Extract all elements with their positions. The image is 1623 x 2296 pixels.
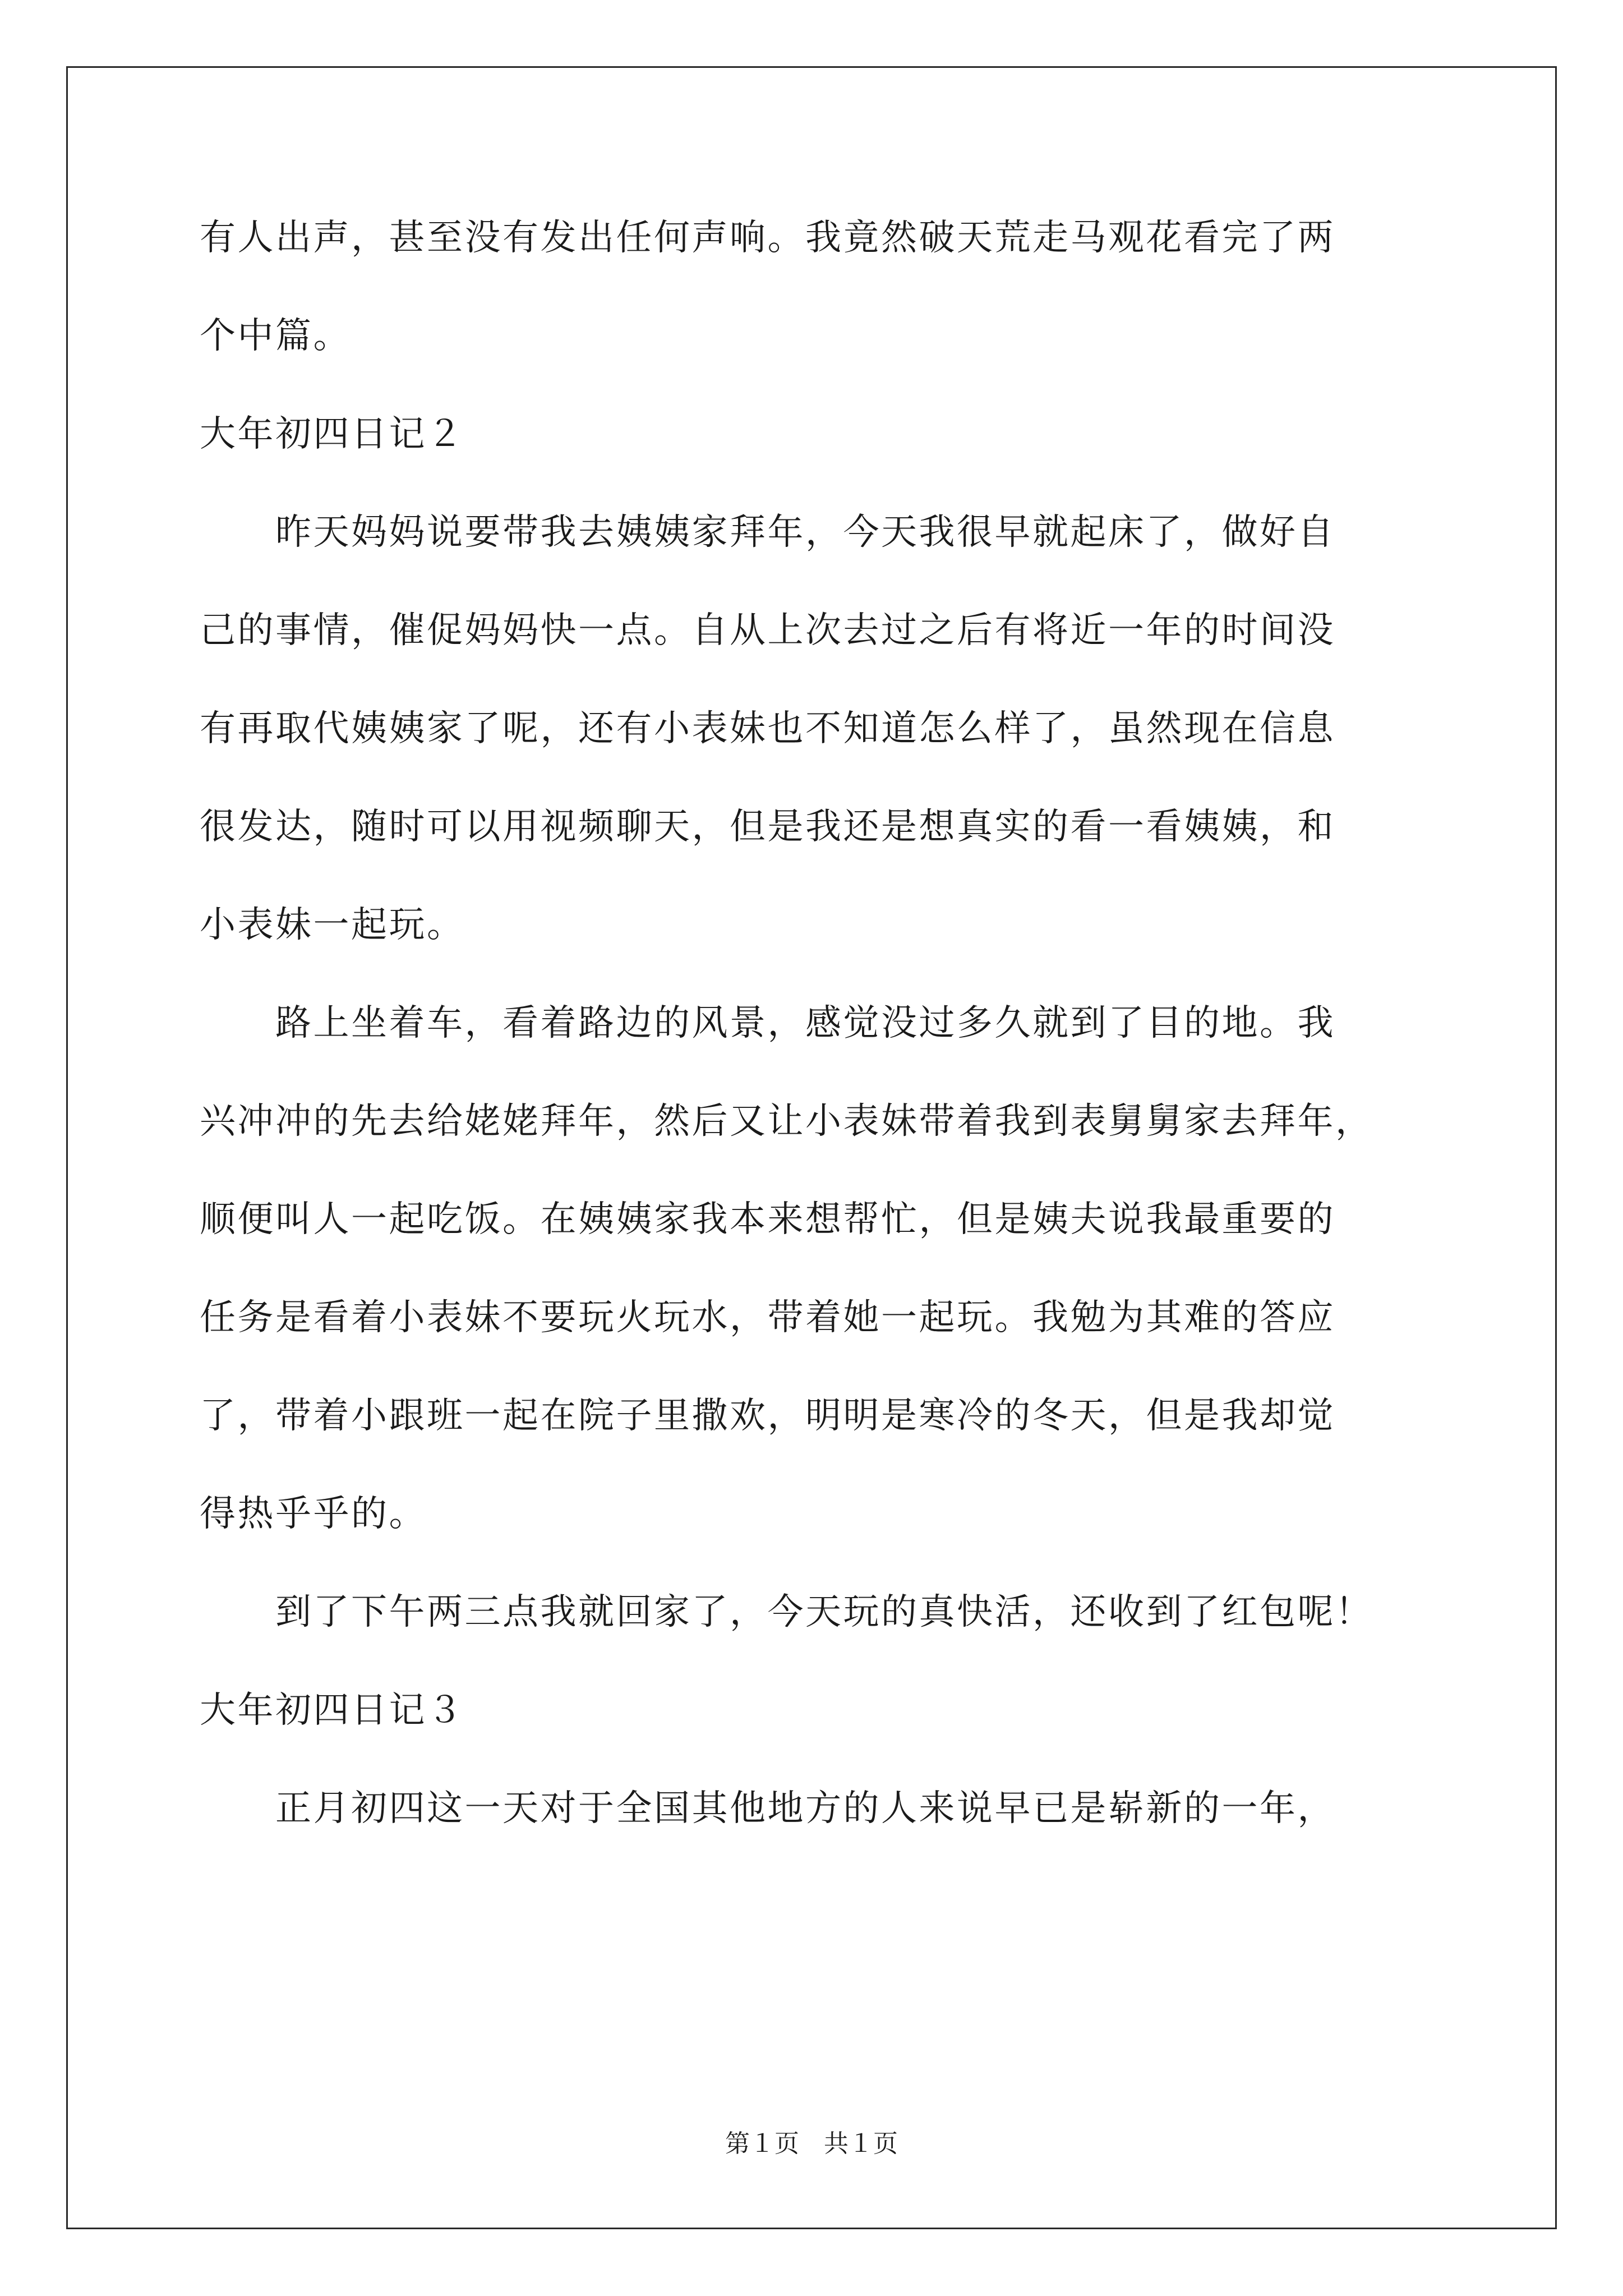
text-line: 路上坐着车，看着路边的风景，感觉没过多久就到了目的地。我 [200, 1002, 1335, 1044]
text-line: 正月初四这一天对于全国其他地方的人来说早已是崭新的一年， [200, 1788, 1335, 1829]
text-line: 小表妹一起玩。 [200, 904, 465, 946]
section-heading: 大年初四日记２ [200, 413, 465, 455]
text-line: 顺便叫人一起吃饭。在姨姨家我本来想帮忙，但是姨夫说我最重要的 [200, 1199, 1335, 1240]
text-line: 有再取代姨姨家了呢，还有小表妹也不知道怎么样了，虽然现在信息 [200, 708, 1335, 749]
text-line: 有人出声，甚至没有发出任何声响。我竟然破天荒走马观花看完了两 [200, 217, 1335, 259]
text-line: 很发达，随时可以用视频聊天，但是我还是想真实的看一看姨姨，和 [200, 806, 1335, 848]
text-line: 己的事情，催促妈妈快一点。自从上次去过之后有将近一年的时间没 [200, 610, 1335, 651]
text-line: 了，带着小跟班一起在院子里撒欢，明明是寒冷的冬天，但是我却觉 [200, 1395, 1335, 1437]
text-line: 个中篇。 [200, 315, 351, 357]
text-line: 任务是看着小表妹不要玩火玩水，带着她一起玩。我勉为其难的答应 [200, 1297, 1335, 1338]
page-number: 第１页 共１页 [725, 2129, 898, 2158]
text-line: 得热乎乎的。 [200, 1493, 427, 1535]
text-line: 到了下午两三点我就回家了，今天玩的真快活，还收到了红包呢！ [200, 1591, 1373, 1633]
section-heading: 大年初四日记３ [200, 1690, 465, 1731]
text-line: 兴冲冲的先去给姥姥拜年，然后又让小表妹带着我到表舅舅家去拜年， [200, 1101, 1373, 1142]
text-line: 昨天妈妈说要带我去姨姨家拜年，今天我很早就起床了，做好自 [200, 512, 1335, 553]
page-frame [66, 66, 1557, 2229]
